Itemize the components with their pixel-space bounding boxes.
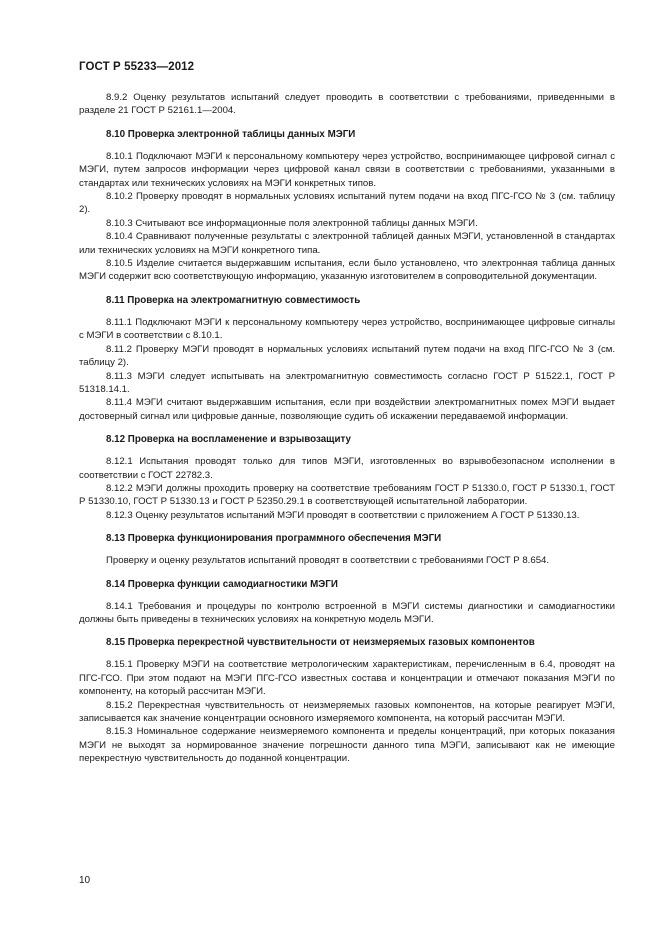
paragraph-8-11-3: 8.11.3 МЭГИ следует испытывать на электромагнитную совместимость согласно ГОСТ Р 51522.1, ГОСТ Р 51318.14.1. (79, 370, 615, 395)
document-header: ГОСТ Р 55233—2012 (79, 61, 195, 73)
section-8-13-title: 8.13 Проверка функционирования программного обеспечения МЭГИ (106, 533, 442, 545)
paragraph-8-9-2: 8.9.2 Оценку результатов испытаний следует проводить в соответствии с требованиями, приведенными в разделе 21 ГОСТ Р 52161.1—2004. (79, 92, 615, 117)
paragraph-8-14-1: 8.14.1 Требования и процедуры по контролю встроенной в МЭГИ системы диагностики и самодиагностики должны быть приведены в технических условиях на конкретную модель МЭГИ. (79, 600, 615, 625)
section-8-10-title: 8.10 Проверка электронной таблицы данных МЭГИ (106, 128, 356, 140)
paragraph-8-11-1: 8.11.1 Подключают МЭГИ к персональному компьютеру через устройство, воспринимающее цифровые сигналы с МЭГИ в соответствии с 8.10.1. (79, 316, 615, 342)
page-number: 10 (79, 875, 91, 886)
paragraph-8-15-2: 8.15.2 Перекрестная чувствительность от неизмеряемых газовых компонентов, на которые реагирует МЭГИ, записывается как значение концентрации основного измеряемого компонента, на который рассчитан МЭГИ. (79, 699, 615, 724)
section-8-15-title: 8.15 Проверка перекрестной чувствительности от неизмеряемых газовых компонентов (106, 637, 535, 649)
paragraph-8-13: Проверку и оценку результатов испытаний проводят в соответствии с требованиями ГОСТ Р 8.654. (106, 555, 550, 567)
paragraph-8-10-1: 8.10.1 Подключают МЭГИ к персональному компьютеру через устройство, воспринимающее цифровой сигнал с МЭГИ, путем запросов информации через цифровой канал связи в соответствии с требованиями, указанными в стандартах или технических условиях на МЭГИ конкретных типов. (79, 150, 615, 189)
paragraph-8-10-4: 8.10.4 Сравнивают полученные результаты с электронной таблицей данных МЭГИ, установленной в стандартах или технических условиях на МЭГИ конкретного типа. (79, 231, 615, 256)
section-8-12-title: 8.12 Проверка на воспламенение и взрывозащиту (106, 434, 351, 446)
paragraph-8-11-2: 8.11.2 Проверку МЭГИ проводят в нормальных условиях испытаний путем подачи на вход ПГС-ГСО № 3 (см. таблицу 2). (79, 343, 615, 369)
paragraph-8-15-1: 8.15.1 Проверку МЭГИ на соответствие метрологическим характеристикам, перечисленным в 6.4, проводят на ПГС-ГСО. При этом подают на МЭГИ ПГС-ГСО известных состава и концентрации и отмечают показания МЭГИ по компоненту, на который рассчитан МЭГИ. (79, 659, 615, 698)
paragraph-8-12-2: 8.12.2 МЭГИ должны проходить проверку на соответствие требованиям ГОСТ Р 51330.0, ГОСТ Р 51330.1, ГОСТ Р 51330.10, ГОСТ Р 51330.13 и ГОСТ Р 52350.29.1 в соответствующей испытательной лаборатории. (79, 482, 615, 508)
paragraph-8-10-5: 8.10.5 Изделие считается выдержавшим испытания, если было установлено, что электронная таблица данных МЭГИ содержит всю соответствующую информацию, указанную изготовителем в сопроводительной документации. (79, 258, 615, 283)
paragraph-8-15-3: 8.15.3 Номинальное содержание неизмеряемого компонента и пределы концентраций, при которых показания МЭГИ не выходят за нормированное значение погрешности данного типа МЭГИ, записывают как не имеющие перекрестную чувствительность до поданной концентрации. (79, 726, 615, 765)
paragraph-8-12-1: 8.12.1 Испытания проводят только для типов МЭГИ, изготовленных во взрывобезопасном исполнении в соответствии с ГОСТ 22782.3. (79, 456, 615, 481)
document-body (79, 91, 615, 766)
paragraph-8-11-4: 8.11.4 МЭГИ считают выдержавшим испытания, если при воздействии электромагнитных помех МЭГИ выдает достоверный сигнал или цифровые данные, позволяющие судить об искажении передаваемой информации. (79, 397, 615, 422)
section-8-11-title: 8.11 Проверка на электромагнитную совместимость (106, 294, 361, 306)
section-8-14-title: 8.14 Проверка функции самодиагностики МЭГИ (106, 578, 338, 590)
paragraph-8-10-3: 8.10.3 Считывают все информационные поля электронной таблицы данных МЭГИ. (106, 217, 478, 229)
paragraph-8-10-2: 8.10.2 Проверку проводят в нормальных условиях испытаний путем подачи на вход ПГС-ГСО № 3 (см. таблицу 2). (79, 191, 615, 216)
paragraph-8-12-3: 8.12.3 Оценку результатов испытаний МЭГИ проводят в соответствии с приложением А ГОСТ Р 51330.13. (106, 509, 580, 521)
